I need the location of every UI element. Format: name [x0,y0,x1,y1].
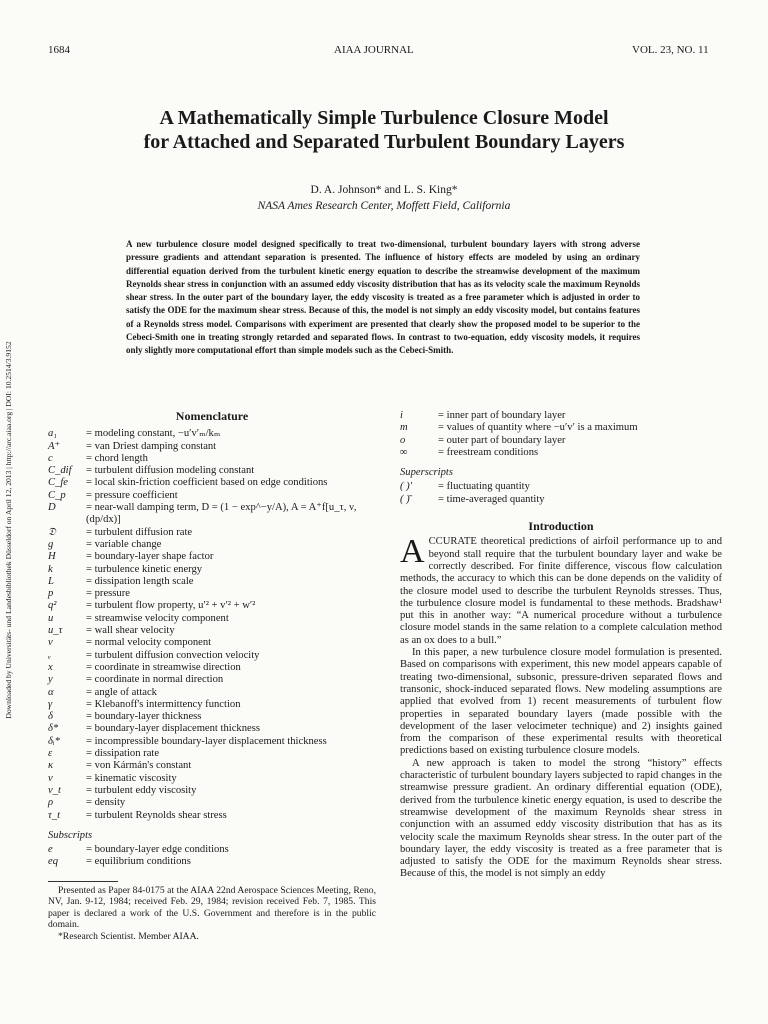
definition: = turbulent eddy viscosity [86,784,197,796]
definition: = van Driest damping constant [86,440,217,452]
symbol: p [48,588,54,600]
symbol: A⁺ [48,440,61,452]
symbol: γ [48,698,53,710]
definition: = kinematic viscosity [86,772,177,784]
definition: = inner part of boundary layer [438,410,566,421]
symbol: k [48,563,53,575]
nomenclature-row [48,551,376,563]
definition: = chord length [86,452,148,464]
author-names: D. A. Johnson* and L. S. King* [310,184,458,196]
nomenclature-row [48,810,376,822]
nomenclature-row [48,465,376,477]
definition: = turbulence kinetic energy [86,563,203,575]
subscript-row [48,856,376,868]
definition: = boundary-layer thickness [86,711,202,723]
symbol: g [48,538,54,550]
nomenclature-row [48,711,376,723]
drop-cap: A [400,533,425,571]
download-watermark-text: Downloaded by Universitäts- und Landesbibliothek Düsseldorf on April 12, 2013 | http://arc.aiaa.org | DOI: 10.2514/3.9152 [4,341,13,719]
intro-paragraph-3: A new approach is taken to model the strong “history” effects characteristic of turbulent boundary layers subjected to rapid changes in the streamwise pressure gradient. An ordinary differential equation (ODE), derived from the turbulence kinetic energy equation, is used to describe the streamwise development of the maximum Reynolds shear stress in conjunction with an assumed eddy viscosity distribution that has as its velocity scale the maximum Reynolds shear stress. In the outer part of the boundary layer, the eddy viscosity is treated as a free parameter that is adjusted to satisfy the ODE for the maximum Reynolds shear stress. Because of this, the model is not simply an eddy [400,757,722,880]
definition: = fluctuating quantity [438,481,530,493]
symbol: ( )′ [400,481,413,493]
symbol: 𝔇 [48,526,56,538]
nomenclature-row [48,600,376,612]
symbol: o [400,434,406,446]
superscript-row [400,494,722,506]
definition: = boundary-layer shape factor [86,551,214,563]
symbol: L [48,575,54,587]
paper-title [40,106,728,154]
symbol: α [48,686,54,698]
definition: = turbulent Reynolds shear stress [86,809,227,821]
symbol: D [48,502,56,514]
symbol: δᵢ* [48,735,60,747]
page-number: 1684 [48,44,70,56]
symbol: ᵥ [48,649,51,661]
definition: = local skin-friction coefficient based on edge conditions [86,477,328,489]
symbol: κ [48,760,54,772]
definition: = pressure [86,588,130,600]
symbol: ε [48,748,53,760]
nomenclature-row [48,613,376,625]
subscript-row [48,844,376,856]
nomenclature-row [48,564,376,576]
nomenclature-row [48,674,376,686]
symbol: q² [48,600,57,612]
definition: = turbulent diffusion modeling constant [86,465,255,477]
definition: = boundary-layer displacement thickness [86,723,260,735]
definition: = streamwise velocity component [86,612,229,624]
superscript-row [400,481,722,493]
symbol: u_τ [48,625,63,637]
superscripts-list [400,481,722,506]
symbol: m [400,422,408,434]
symbol: y [48,674,53,686]
definition: = turbulent diffusion rate [86,526,193,538]
definition: = Klebanoff's intermittency function [86,698,241,710]
symbol: eq [48,856,58,868]
nomenclature-row [48,797,376,809]
symbol: ( )̄ [400,493,410,505]
nomenclature-row [48,428,376,440]
nomenclature-row [48,687,376,699]
subscript-row [400,435,722,447]
symbol: ν [48,772,53,784]
symbol: δ* [48,723,59,735]
definition: = dissipation rate [86,748,160,760]
definition: = pressure coefficient [86,489,178,501]
nomenclature-row [48,662,376,674]
nomenclature-row [48,748,376,760]
definition: = boundary-layer edge conditions [86,844,229,856]
title-line-1: A Mathematically Simple Turbulence Closure Model [159,107,609,129]
intro-paragraph-2: In this paper, a new turbulence closure model formulation is presented. Based on comparisons with experiment, this new model appears capable of treating two-dimensional, subsonic, pressure-driven separated flows and transonic, shock-induced separated flows. New modeling assumptions are applied that evolved from 1) recent measurements of turbulent flow properties in separated boundary layers (made possible with the development of the laser velocimeter technique) and 2) insights gained from the comparison of these experimental results with theoretical predictions based on existing turbulence closure models. [400,647,722,757]
definition: = angle of attack [86,686,157,698]
subscript-row [400,410,722,422]
symbol: x [48,661,53,673]
definition: = variable change [86,538,162,550]
author-affiliation: NASA Ames Research Center, Moffett Field, California [257,200,511,212]
symbol: ν_t [48,784,61,796]
definition: = normal velocity component [86,637,212,649]
nomenclature-row [48,723,376,735]
symbol: e [48,844,53,856]
volume-info: VOL. 23, NO. 11 [632,44,709,56]
subscript-row [400,422,722,434]
symbol: v [48,637,53,649]
definition: = equilibrium conditions [86,856,191,868]
nomenclature-row [48,502,376,527]
nomenclature-row [48,441,376,453]
subscripts-list-continued [400,410,722,459]
definition: = coordinate in streamwise direction [86,661,241,673]
symbol: ρ [48,797,54,809]
nomenclature-row [48,539,376,551]
footnote-author: *Research Scientist. Member AIAA. [58,930,199,942]
definition: = wall shear velocity [86,625,175,637]
subscript-row [400,447,722,459]
symbol: i [400,410,403,421]
definition: = freestream conditions [438,446,539,458]
right-column [400,410,722,881]
definition: = dissipation length scale [86,575,194,587]
symbol: c [48,452,53,464]
intro-paragraph-1-text: CCURATE theoretical predictions of airfoil performance up to and beyond stall require that the turbulent boundary layer and wake be correctly described. For finite difference, viscous flow calculation methods, the accuracy to which this can be done depends on the validity of the closure model used to describe the turbulent Reynolds stresses. Thus, the turbulence closure model is fundamental to these methods. Bradshaw¹ put this in another way: “A numerical procedure without a turbulence closure model stands in the same relation to a complete calculation method as an ox does to a bull.” [400,536,722,646]
intro-paragraph-1 [400,533,722,647]
definition: = incompressible boundary-layer displacement thickness [86,735,327,747]
nomenclature-row [48,760,376,772]
abstract: A new turbulence closure model designed specifically to treat two-dimensional, turbulent boundary layers with strong adverse pressure gradients and attendant separation is presented. The influence of history effects are modeled by using an ordinary differential equation derived from the turbulent kinetic energy equation to describe the streamwise development of the maximum Reynolds shear stress in conjunction with an assumed eddy viscosity distribution that has as its velocity scale the maximum Reynolds shear stress. In the outer part of the boundary layer, the eddy viscosity is treated as a free parameter which is adjusted in order to satisfy the ODE for the maximum shear stress. Because of this, the model is not simply an eddy viscosity model, but contains features of a Reynolds stress model. Comparisons with experiment are presented that clearly show the proposed model to be superior to the Cebeci-Smith one in treating strongly retarded and separated flows. In contrast to two-equation, eddy viscosity models, it requires only slightly more computational effort than simple models such as the Cebeci-Smith. [126,239,640,356]
nomenclature-row [48,650,376,662]
download-watermark [0,300,12,760]
symbol: u [48,612,54,624]
footnote-rule [48,881,118,882]
symbol: τ_t [48,809,61,821]
nomenclature-list [48,428,376,822]
journal-name: AIAA JOURNAL [334,44,414,56]
definition: = modeling constant, −u′v′ₘ/kₘ [86,428,221,440]
symbol: δ [48,711,53,723]
definition: = von Kármán's constant [86,760,192,772]
definition: = turbulent diffusion convection velocity [86,649,260,661]
subscripts-list [48,844,376,869]
left-column [48,410,376,942]
subscripts-title: Subscripts [48,829,93,841]
symbol: C_dif [48,465,72,477]
nomenclature-row [48,773,376,785]
symbol: ∞ [400,446,408,458]
superscripts-title: Superscripts [400,467,453,479]
nomenclature-row [48,736,376,748]
nomenclature-row [48,785,376,797]
nomenclature-title: Nomenclature [175,409,249,423]
definition: = density [86,797,126,809]
running-head [0,44,768,60]
nomenclature-row [48,576,376,588]
definition: = near-wall damping term, D = (1 − exp^−y/A), A = A⁺f[u_τ, ν, (dp/dx)] [86,502,357,526]
author-block [40,182,728,214]
introduction-title: Introduction [528,519,594,534]
definition: = outer part of boundary layer [438,434,566,446]
definition: = time-averaged quantity [438,493,545,505]
nomenclature-row [48,588,376,600]
nomenclature-row [48,453,376,465]
nomenclature-row [48,625,376,637]
nomenclature-row [48,477,376,489]
nomenclature-row [48,490,376,502]
definition: = turbulent flow property, u′² + v′² + w′² [86,600,256,612]
title-line-2: for Attached and Separated Turbulent Boundary Layers [143,131,625,153]
nomenclature-row [48,637,376,649]
nomenclature-row [48,699,376,711]
nomenclature-row [48,527,376,539]
footnote-received: Presented as Paper 84-0175 at the AIAA 22nd Aerospace Sciences Meeting, Reno, NV, Jan. 9-12, 1984; received Feb. 29, 1984; revision received Feb. 7, 1985. This paper is declared a work of the U.S. Government and therefore is in the public domain. [48,884,376,931]
definition: = coordinate in normal direction [86,674,224,686]
symbol: C_fe [48,477,69,489]
symbol: a₁ [48,428,57,440]
symbol: H [48,551,56,563]
symbol: C_p [48,489,66,501]
definition: = values of quantity where −u′v′ is a maximum [438,422,638,434]
